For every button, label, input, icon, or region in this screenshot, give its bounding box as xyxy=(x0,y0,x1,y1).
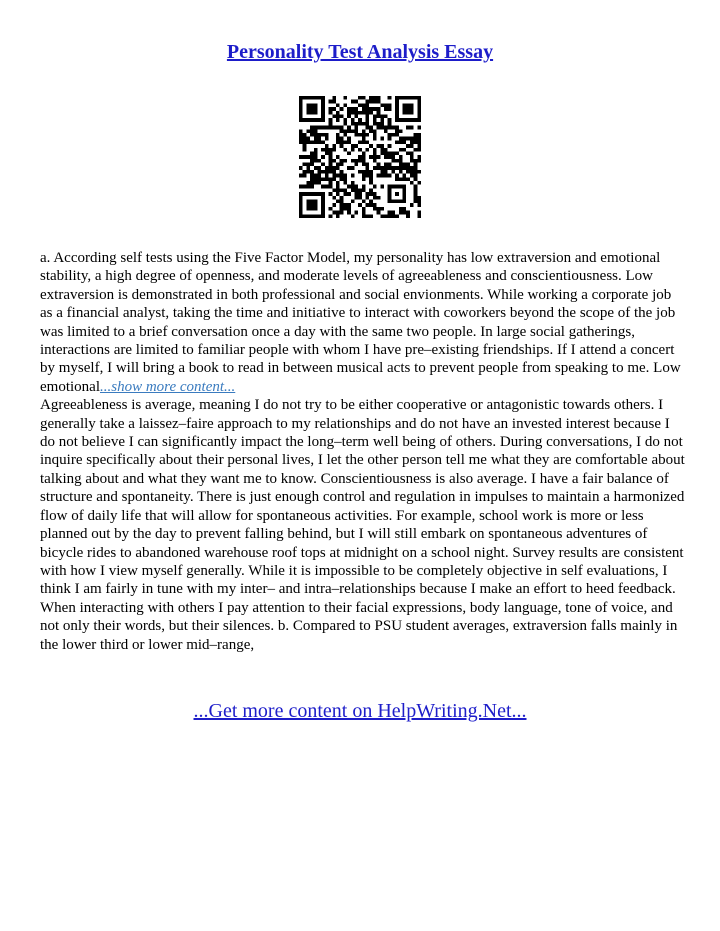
essay-text-part1: a. According self tests using the Five Factor Model, my personality has low extraversion and emotional stability, a high degree of openness, and moderate levels of agreeableness and conscientiousness. Low extraversion is demonstrated in both professional and social envionments. While working a corporate job as a financial analyst, taking the time and initiative to interact with coworkers beyond the scope of the job was limited to a brief conversation once a day with the same two people. In large social gatherings, interactions are limited to familiar people with whom I have pre–existing friendships. If I attend a concert by myself, I will bring a book to read in between musical acts to prevent people from speaking to me. Low emotional xyxy=(40,250,681,395)
qr-code-icon xyxy=(299,96,421,218)
show-more-link[interactable]: ...show more content... xyxy=(100,378,236,395)
essay-text-part2: Agreeableness is average, meaning I do not try to be either cooperative or antagonistic towards others. I generally take a laissez–faire approach to my relationships and do not have an invested interest because I do not believe I can significantly impact the long–term well being of others. During conversations, I do not inquire specifically about their personal lives, I let the other person tell me what they are comfortable about talking about and what they want me to know. Conscientiousness is also average. I have a fair balance of structure and spontaneity. There is just enough control and regulation in impulses to maintain a harmonized flow of daily life that will allow for spontaneous activities. For example, school work is more or less planned out by the day to prevent falling behind, but I will still embark on spontaneous adventures of bicycle rides to abandoned warehouse roof tops at midnight on a school night. Survey results are consistent with how I view myself generally. While it is impossible to be completely objective in self evaluations, I think I am fairly in tune with my inter– and intra–relationships because I make an effort to heed feedback. When interacting with others I pay attention to their facial expressions, body language, tone of voice, and not only their words, but their silences. b. Compared to PSU student averages, extraversion falls mainly in the lower third or lower mid–range, xyxy=(40,397,685,653)
get-more-content-link[interactable]: ...Get more content on HelpWriting.Net... xyxy=(193,700,527,722)
page-title[interactable]: Personality Test Analysis Essay xyxy=(226,41,494,63)
essay-excerpt xyxy=(40,249,685,654)
